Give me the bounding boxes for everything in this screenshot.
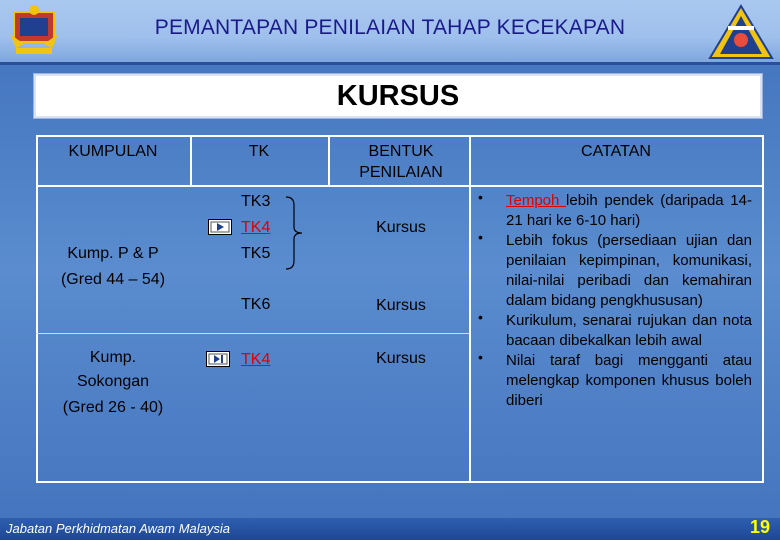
tk4-link[interactable]: TK4 — [241, 351, 271, 368]
group-name-pp: Kump. P & P — [67, 245, 159, 262]
bullet-icon: • — [478, 189, 483, 205]
jpa-logo-icon — [708, 4, 774, 60]
table-border-top — [36, 135, 764, 137]
bentuk-value: Kursus — [376, 350, 426, 367]
table-border-left — [36, 135, 38, 483]
table-border-bottom — [36, 481, 764, 483]
catatan-list — [470, 191, 752, 411]
list-item — [470, 351, 752, 411]
bentuk-value: Kursus — [376, 297, 426, 314]
page-header-title: PEMANTAPAN PENILAIAN TAHAP KECEKAPAN — [154, 16, 626, 39]
table-border-right — [762, 135, 764, 483]
catatan-text: Lebih fokus (persediaan ujian dan penilaian kepimpinan, komunikasi, nilai-nilai peribadi dan kemahiran dalam bidang pengkhususan) — [506, 232, 752, 309]
coat-of-arms-icon — [6, 4, 62, 58]
header-bar — [0, 0, 780, 65]
catatan-text: lebih pendek (daripada 14-21 hari ke 6-10 hari) — [506, 192, 752, 229]
tk-level: TK5 — [241, 245, 271, 262]
header-catatan: CATATAN — [581, 143, 651, 160]
footer-org-name: Jabatan Perkhidmatan Awam Malaysia — [6, 521, 231, 536]
banner-title: KURSUS — [336, 80, 460, 112]
bracket-brace — [284, 195, 304, 271]
tk-level: TK3 — [241, 193, 271, 210]
tk-level: TK6 — [241, 296, 271, 313]
footer-bar — [0, 518, 780, 540]
end-nav-icon[interactable] — [206, 351, 230, 367]
column-divider — [328, 135, 330, 185]
bullet-icon: • — [478, 229, 483, 245]
list-item — [470, 191, 752, 231]
list-item — [470, 231, 752, 311]
catatan-text: Nilai taraf bagi mengganti atau melengkap komponen khusus boleh diberi — [506, 352, 752, 409]
group-name-sokongan: Kump. — [89, 349, 137, 366]
header-tk: TK — [248, 143, 270, 160]
header-bentuk-penilaian: BENTUK PENILAIAN — [359, 143, 443, 181]
tk4-link[interactable]: TK4 — [241, 219, 271, 236]
header-divider — [36, 185, 764, 187]
group-gred-pp: (Gred 44 – 54) — [60, 271, 166, 288]
tempoh-link[interactable]: Tempoh — [506, 192, 567, 209]
header-kumpulan: KUMPULAN — [68, 143, 158, 160]
row-divider — [36, 333, 470, 334]
bullet-icon: • — [478, 309, 483, 325]
catatan-text: Kurikulum, senarai rujukan dan nota bacaan dibekalkan lebih awal — [506, 312, 752, 349]
play-nav-icon[interactable] — [208, 219, 232, 235]
kursus-banner — [34, 74, 762, 118]
bullet-icon: • — [478, 349, 483, 365]
list-item — [470, 311, 752, 351]
page-number: 19 — [749, 517, 770, 537]
group-name-sokongan: Sokongan — [76, 373, 150, 390]
bentuk-value: Kursus — [376, 219, 426, 236]
group-gred-sokongan: (Gred 26 - 40) — [62, 399, 164, 416]
